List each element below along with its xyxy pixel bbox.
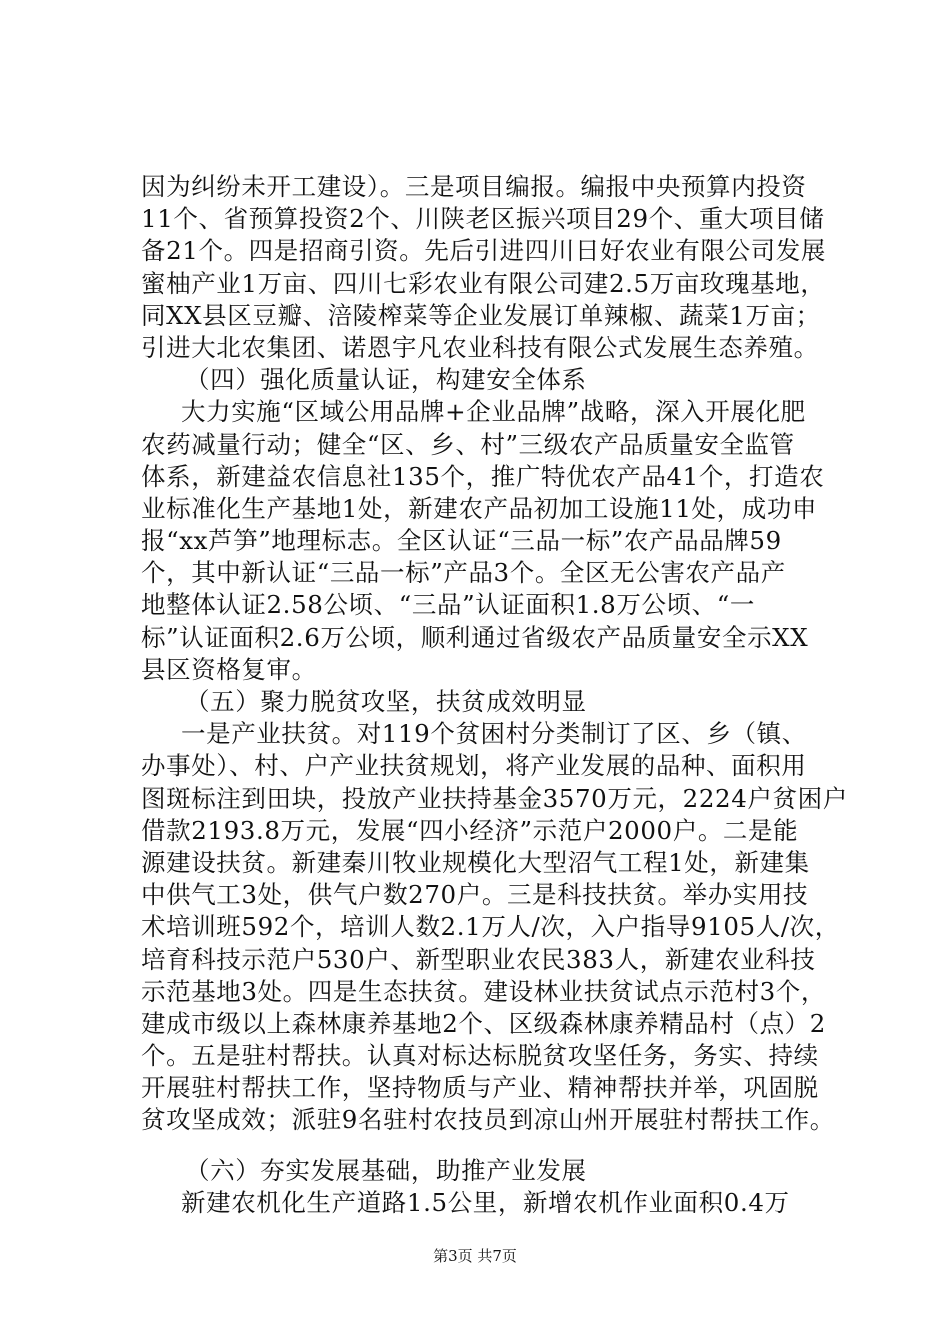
document-body [141,171,848,1219]
section-heading: （六）夯实发展基础，助推产业发展 [185,1155,587,1185]
body-line: 农药减量行动；健全“区、乡、村”三级农产品质量安全监管 [141,429,795,459]
body-line: 一是产业扶贫。对119个贫困村分类制订了区、乡（镇、 [181,719,807,749]
paragraph-gap [141,1137,841,1155]
section-heading: （四）强化质量认证，构建安全体系 [185,365,587,395]
body-line: 办事处）、村、户产业扶贫规划，将产业发展的品种、面积用 [141,751,807,781]
body-line: 因为纠纷未开工建设）。三是项目编报。编报中央预算内投资 [141,172,807,201]
body-line: 体系，新建益农信息社135个，推广特优农产品41个，打造农 [141,461,825,491]
body-line: 建成市级以上森林康养基地2个、区级森林康养精品村（点）2 [141,1008,826,1038]
body-line: 县区资格复审。 [141,654,317,684]
body-line: 大力实施“区域公用品牌+企业品牌”战略，深入开展化肥 [181,397,806,427]
body-line: 个。五是驻村帮扶。认真对标达标脱贫攻坚任务，务实、持续 [141,1041,819,1071]
body-line: 标”认证面积2.6万公顷，顺利通过省级农产品质量安全示XX [141,622,809,652]
body-line: 报“xx芦笋”地理标志。全区认证“三品一标”农产品品牌59 [141,526,782,556]
body-line: 培育科技示范户530户、新型职业农民383人，新建农业科技 [141,944,816,974]
body-line: 同XX县区豆瓣、涪陵榨菜等企业发展订单辣椒、蔬菜1万亩； [141,300,821,330]
body-line: 中供气工3处，供气户数270户。三是科技扶贫。举办实用技 [141,880,809,910]
body-line: 开展驻村帮扶工作，坚持物质与产业、精神帮扶并举，巩固脱 [141,1073,819,1103]
body-line: 引进大北农集团、诺恩宇凡农业科技有限公式发展生态养殖。 [141,332,819,362]
body-line: 11个、省预算投资2个、川陕老区振兴项目29个、重大项目储 [141,204,825,234]
body-line: 术培训班592个，培训人数2.1万人/次，入户指导9105人/次， [141,912,840,942]
body-line: 贫攻坚成效；派驻9名驻村农技员到凉山州开展驻村帮扶工作。 [141,1105,835,1135]
body-line: 地整体认证2.58公顷、“三品”认证面积1.8万公顷、“一 [141,590,755,620]
body-line: 备21个。四是招商引资。先后引进四川日好农业有限公司发展 [141,236,826,266]
body-line: 图斑标注到田块，投放产业扶持基金3570万元，2224户贫困户 [141,783,848,813]
page-footer: 第3页 共7页 [433,1247,517,1265]
body-line: 新建农机化生产道路1.5公里，新增农机作业面积0.4万 [181,1187,790,1217]
body-line: 个，其中新认证“三品一标”产品3个。全区无公害农产品产 [141,558,786,588]
body-line: 蜜柚产业1万亩、四川七彩农业有限公司建2.5万亩玫瑰基地， [141,268,826,298]
body-line: 业标准化生产基地1处，新建农产品初加工设施11处，成功申 [141,493,818,523]
body-line: 源建设扶贫。新建秦川牧业规模化大型沼气工程1处，新建集 [141,847,810,877]
body-line: 示范基地3处。四是生态扶贫。建设林业扶贫试点示范村3个， [141,976,826,1006]
section-heading: （五）聚力脱贫攻坚，扶贫成效明显 [185,687,587,716]
body-line: 借款2193.8万元，发展“四小经济”示范户2000户。二是能 [141,815,799,845]
